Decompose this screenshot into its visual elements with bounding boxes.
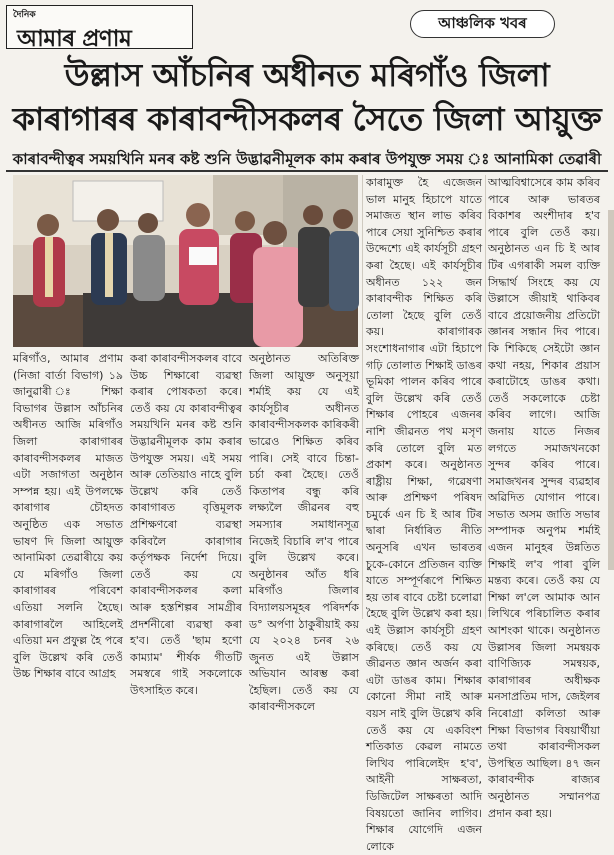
article-column-5: আত্মবিশ্বাসেৰে কাম কৰিব পাৰে আৰু ভাৰতৰ বিকাশৰ অংশীদাৰ হ'ব পাৰে বুলি তেওঁ কয়। অনুষ্ঠানত এন চি ই আৰ টিৰ এগৰাকী সমল ব্যক্তি সিদ্ধাৰ্থ সিংহে কয় যে উল্লাসে জীয়াই থাকিবৰ বাবে প্ৰয়োজনীয় প্ৰতিটো জ্ঞানৰ সন্ধান দিব পাৰে। কি শিকিছে সেইটো জ্ঞান কথা নহয়, শিকাৰ প্ৰয়াস কৰাটোহে ডাঙৰ কথা। তেওঁ সকলোকে চেষ্টা কৰিব লাগে। আজি জনায় যাতে নিজৰ লগতে সমাজখনকো সুন্দৰ কৰিব পাৰে। সমাজখনৰ সুন্দৰ ব্যৱহাৰ অৱিদিত যোগান পাৰে। সভাত অসম জাতি সভাৰ সম্পাদক অনুপম শৰ্মাই এজন মানুহৰ উন্নতিত শিক্ষাই ল'ব পাৰা বুলি মন্তব্য কৰে। তেওঁ কয় যে শিক্ষা ল'লে আমাক আন লিখিৰে পৰিচালিত কৰাৰ আশংকা থাকে। অনুষ্ঠানত উল্লাসৰ জিলা সমন্বয়ক বাণিজ্যিক সমন্বয়ক, কাৰাগাৰৰ অধীক্ষক মনসাপ্ৰতিম দাস, জেইলৰ নিৰোগ্ৰা কলিতা আৰু শিক্ষা বিভাগৰ বিষয়াৰ্থীয়া তথা কাৰাবন্দীসকল উপস্থিত আছিল। ৪৭ জন কাৰাবন্দীক ৰাজ্যৰ অনুষ্ঠানত সম্মানপত্ৰ প্ৰদান কৰা হয়। <box>488 176 600 820</box>
adjacent-page-edge <box>608 210 614 570</box>
article-column-1: মৰিগাঁও, আমাৰ প্ৰণাম (নিজা বাৰ্তা বিভাগ) ১৯ জানুৱাৰী ঃ শিক্ষা বিভাগৰ উল্লাস আঁচনিৰ অধীনত আজি মৰিগাঁও জিলা কাৰাগাৰৰ কাৰাবন্দীসকলৰ মাজত এটা সজাগতা অনুষ্ঠান সম্পন্ন হয়। এই উপলক্ষে কাৰাগাৰ চৌহদত অনুষ্ঠিত এক সভাত ভাষণ দি জিলা আয়ুক্ত আনামিকা তেৱাৰীয়ে কয় যে মৰিগাঁও জিলা কাৰাগাৰৰ পৰিবেশ এতিয়া সলনি হৈছে। কাৰাগাৰলৈ আহিলেই এতিয়া মন প্ৰফুল্ল হৈ পৰে বুলি উল্লেখ কৰি তেওঁ উচ্চ শিক্ষাৰ বাবে আগ্ৰহ <box>13 352 123 681</box>
column-divider <box>362 175 363 619</box>
article-column-3: অনুষ্ঠানত অতিৰিক্ত জিলা আয়ুক্ত অনুসূয়া শৰ্মাই কয় যে এই কাৰ্যসূচীৰ অধীনত কাৰাবন্দীসকলক কাৰিকৰী ভাৱেও শিক্ষিত কৰিব পাৰি। সেই বাবে চিন্তা-চৰ্চা কৰা হৈছে। তেওঁ কিতাপৰ বন্ধু কৰি লক্ষ্যলৈ জীৱনৰ বহু সমস্যাৰ সমাধানসূত্ৰ নিজেই বিচাৰি ল'ব পাৰে বুলি উল্লেখ কৰে। অনুষ্ঠানৰ আঁত ধৰি মৰিগাঁও জিলাৰ বিদ্যালয়সমূহৰ পৰিদৰ্শক ড° অৰ্পণা ঠাকুৰীয়াই কয় যে ২০২৪ চনৰ ২৬ জুনত এই উল্লাস অভিযান আৰম্ভ কৰা হৈছিল। তেওঁ কয় যে কাৰাবন্দীসকলে <box>249 352 359 714</box>
headline-rule <box>6 170 608 172</box>
masthead-small-label: দৈনিক <box>13 10 36 20</box>
subheadline: কাৰাবন্দীত্বৰ সময়খিনি মনৰ কষ্ট শুনি উদ্ভাৱনীমূলক কাম কৰাৰ উপযুক্ত সময় ঃ আনামিকা তেৱাৰী <box>12 150 602 168</box>
event-photo <box>13 175 358 347</box>
column-divider <box>485 175 486 619</box>
newspaper-masthead <box>6 5 193 52</box>
section-tag: আঞ্চলিক খবৰ <box>410 10 555 38</box>
article-column-2: কৰা কাৰাবন্দীসকলৰ বাবে উচ্চ শিক্ষাৰো ব্যৱস্থা কৰাৰ পোষকতা কৰে। তেওঁ কয় যে কাৰাবন্দীত্বৰ সময়খিনি মনৰ কষ্ট শুনি উদ্ভাৱনীমূলক কাম কৰাৰ উপযুক্ত সময়। এই সময় আৰু তেতিয়াও নাহে বুলি উল্লেখ কৰি তেওঁ কাৰাগাৰত বৃত্তিমূলক প্ৰশিক্ষণৰো ব্যৱস্থা কৰিবলৈ কাৰাগাৰ কৰ্তৃপক্ষক নিৰ্দেশ দিয়ে। তেওঁ কয় যে কাৰাবন্দীসকলৰ কলা আৰু হস্তশিল্পৰ সামগ্ৰীৰ প্ৰদৰ্শনীৰো ব্যৱস্থা কৰা হ'ব। তেওঁ 'ছাম হণো কাম্যাম' শীৰ্ষক গীতটি সমস্বৰে গাই সকলোকে উৎসাহিত কৰে। <box>130 352 242 697</box>
headline-line-2: কাৰাগাৰৰ কাৰাবন্দীসকলৰ সৈতে জিলা আয়ুক্ত <box>12 100 602 138</box>
headline-line-1: উল্লাস আঁচনিৰ অধীনত মৰিগাঁও জিলা <box>64 56 550 94</box>
event-photo-illustration <box>13 175 358 347</box>
article-column-4: কাৰামুক্ত হৈ এজেজন ভাল মানুহ হিচাপে যাতে সমাজত স্থান লাভ কৰিব পাৰে সেয়া সুনিশ্চিত কৰাৰ উদ্দেশ্যে এই কাৰ্যসূচী গ্ৰহণ কৰা হৈছে। এই কাৰ্যসূচীৰ অধীনত ১২২ জন কাৰাবন্দীক শিক্ষিত কৰি তোলা হৈছে বুলি তেওঁ কয়। কাৰাগাৰক সংশোধনাগাৰ এটা হিচাপে গঢ়ি তোলাত শিক্ষাই ডাঙৰ ভূমিকা পালন কৰিব পাৰে বুলি উল্লেখ কৰি তেওঁ শিক্ষাৰ পোহৰে এজনৰ নাশি জীৱনত পথ মসৃণ কৰি তোলে বুলি মত প্ৰকাশ কৰে। অনুষ্ঠানত ৰাষ্ট্ৰীয় শিক্ষা, গৱেষণা আৰু প্ৰশিক্ষণ পৰিষদ চমুৰ্কে এন চি ই আৰ টিৰ দ্বাৰা নিৰ্ধাৰিত নীতি অনুসৰি এখন ভাৰতৰ চুকে-কোনে প্ৰতিজন ব্যক্তি যাতে সম্পূৰ্ণৰূপে শিক্ষিত হয় তাৰ বাবে চেষ্টা চলোৱা হৈছে বুলি উল্লেখ কৰা হয়। এই উল্লাস কাৰ্যসূচী গ্ৰহণ কৰিছে। তেওঁ কয় যে জীৱনত জ্ঞান অৰ্জন কৰা এটা ডাঙৰ কাম। শিক্ষাৰ কোনো সীমা নাই আৰু বয়স নাই বুলি উল্লেখ কৰি তেওঁ কয় যে একবিংশ শতিকাত কেৱল নামতে লিখিব পাৰিলেইদ হ'ব', আইনী সাক্ষৰতা, ডিজিটেল সাক্ষৰতা আদি বিষয়তো জানিব লাগিব। শিক্ষাৰ যোগেদি এজন লোকে <box>366 176 482 853</box>
masthead-title: আমাৰ প্ৰণাম <box>17 25 132 52</box>
